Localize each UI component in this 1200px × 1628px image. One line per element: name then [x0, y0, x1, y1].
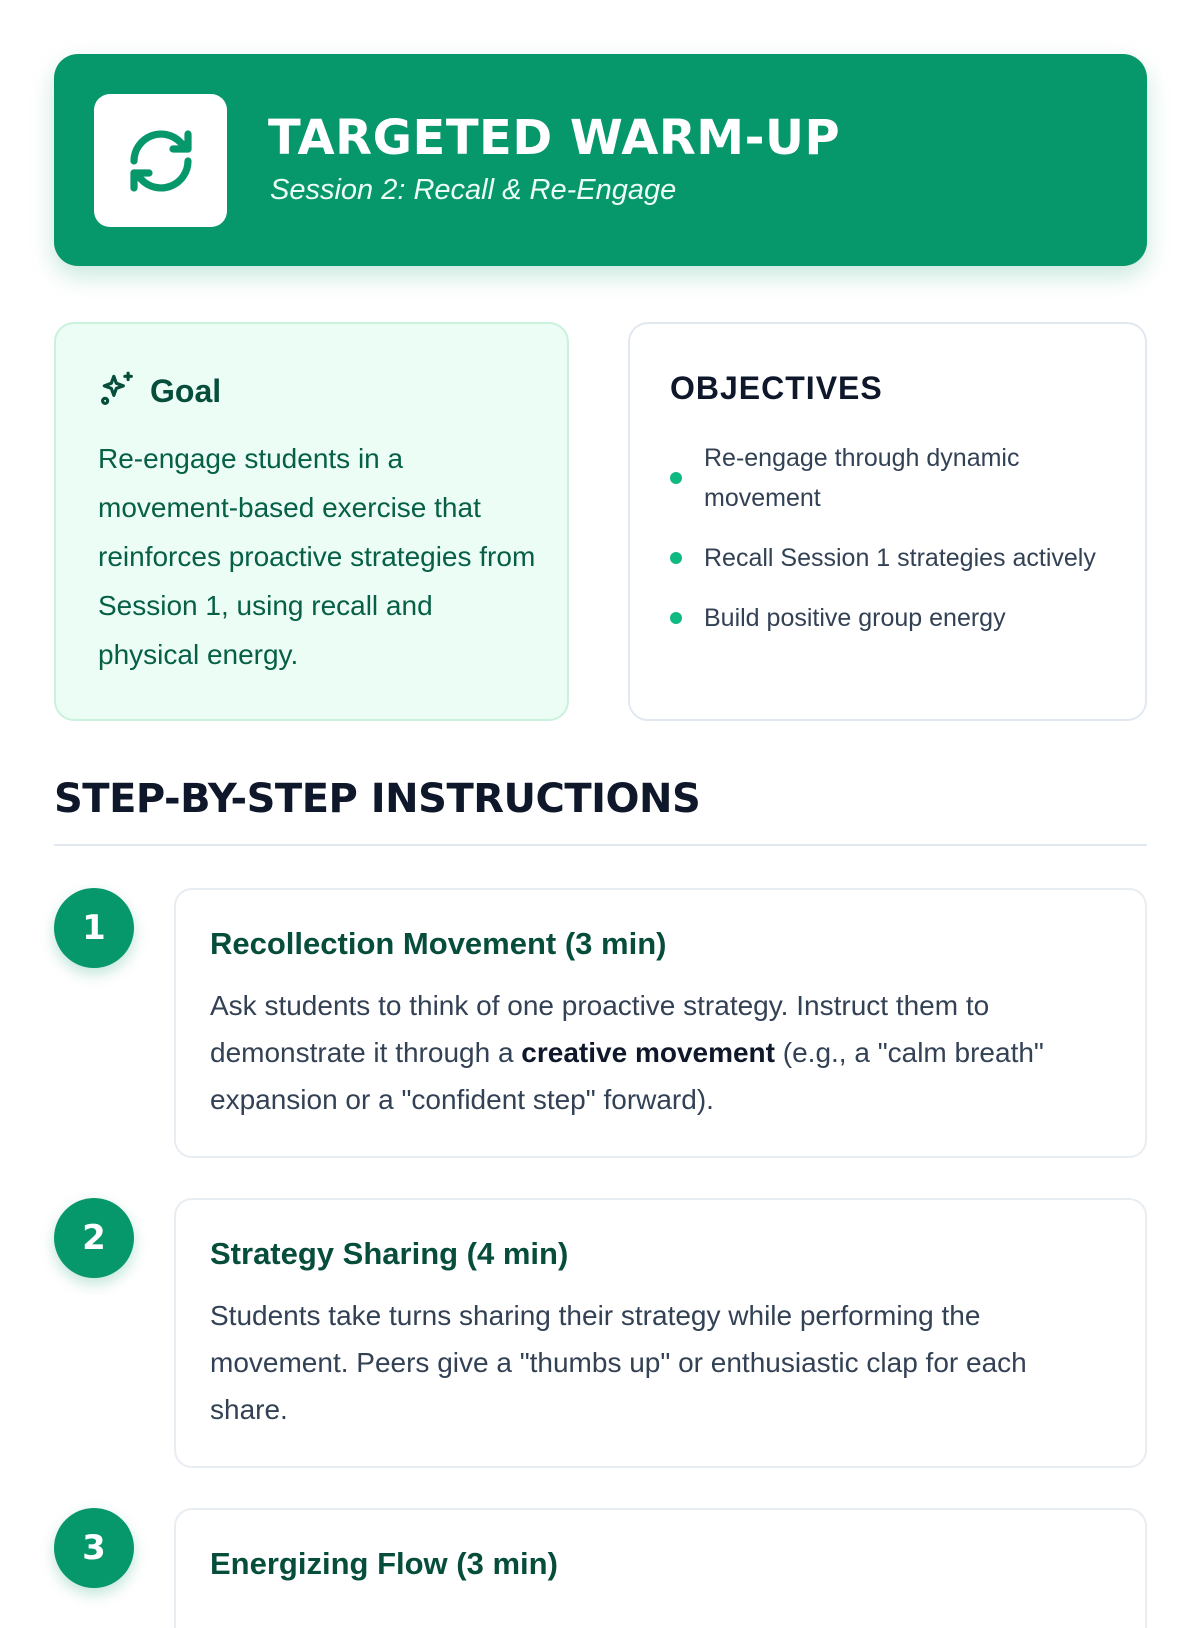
- step-item: [54, 1198, 1147, 1468]
- lesson-page: [54, 54, 1147, 1581]
- goal-label: Goal: [150, 373, 222, 409]
- step-title: Energizing Flow (3 min): [210, 1546, 558, 1581]
- goal-card: [54, 322, 569, 721]
- instructions-heading: STEP-BY-STEP INSTRUCTIONS: [54, 776, 701, 822]
- overview-row: [54, 322, 1147, 725]
- objective-item: [670, 538, 1110, 578]
- goal-text: Re-engage students in a movement-based exercise that reinforces proactive strategies from Session 1, using recall and physical energy.: [98, 443, 536, 670]
- header-banner: [54, 54, 1147, 266]
- refresh-icon: [94, 94, 227, 227]
- bullet-dot: [670, 472, 682, 484]
- objective-item: [670, 438, 1110, 518]
- section-divider: [54, 844, 1147, 846]
- page-title: TARGETED WARM-UP: [268, 110, 841, 166]
- step-title: Recollection Movement (3 min): [210, 926, 667, 961]
- objective-text: Recall Session 1 strategies actively: [704, 544, 1096, 572]
- step-body: Students take turns sharing their strategy while performing the movement. Peers give a "thumbs up" or enthusiastic clap for each share.: [210, 1300, 1027, 1425]
- step-body: [210, 982, 1110, 1123]
- objectives-title: OBJECTIVES: [670, 370, 883, 406]
- sparkles-icon: [98, 370, 136, 413]
- step-card: [174, 1198, 1147, 1468]
- step-card: [174, 888, 1147, 1158]
- step-number-badge: 2: [54, 1198, 134, 1278]
- objectives-list: [670, 438, 1110, 658]
- objectives-card: [628, 322, 1147, 721]
- step-number-badge: 1: [54, 888, 134, 968]
- page-subtitle: Session 2: Recall & Re-Engage: [270, 174, 677, 206]
- step-title: Strategy Sharing (4 min): [210, 1236, 569, 1271]
- step-body-text: (e.g., a "calm breath" expansion or a "confident step" forward).: [210, 1037, 1044, 1115]
- step-card: [174, 1508, 1147, 1628]
- step-body-text: Ask students to think of one proactive strategy. Instruct them to demonstrate it through a: [210, 990, 990, 1068]
- bullet-dot: [670, 552, 682, 564]
- step-body-emphasis: creative movement: [521, 1037, 775, 1068]
- objective-text: Build positive group energy: [704, 604, 1006, 632]
- step-item: [54, 1508, 1147, 1628]
- bullet-dot: [670, 612, 682, 624]
- step-number-badge: 3: [54, 1508, 134, 1588]
- step-item: [54, 888, 1147, 1158]
- objective-text: Re-engage through dynamic movement: [704, 444, 1020, 512]
- goal-heading: [98, 370, 221, 413]
- objective-item: [670, 598, 1110, 638]
